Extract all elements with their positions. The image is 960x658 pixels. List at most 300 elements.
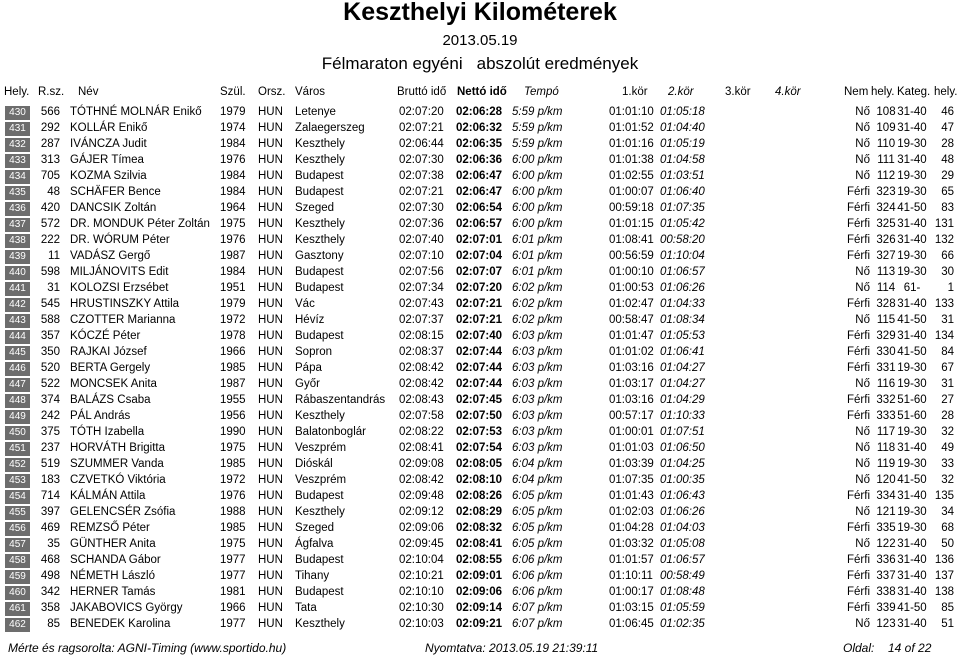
cell-category: 19-30	[897, 138, 927, 150]
cell-place: 438	[5, 234, 30, 248]
cell-city: Rábaszentandrás	[295, 394, 386, 406]
cell-gross-time: 02:07:43	[399, 298, 444, 310]
cell-lap2: 01:08:48	[660, 586, 705, 598]
cell-lap1: 01:08:41	[609, 234, 654, 246]
cell-category-place: 135	[934, 490, 954, 502]
cell-category: 31-40	[897, 154, 927, 166]
cell-country: HUN	[258, 394, 283, 406]
cell-country: HUN	[258, 426, 283, 438]
cell-name: KOLOZSI Erzsébet	[70, 282, 169, 294]
cell-gross-time: 02:06:44	[399, 138, 444, 150]
cell-birth-year: 1979	[220, 298, 246, 310]
cell-city: Keszthely	[295, 218, 345, 230]
cell-gender-place: 123	[876, 618, 896, 630]
cell-gender: Férfi	[847, 602, 870, 614]
cell-place: 448	[5, 394, 30, 408]
cell-lap2: 01:04:40	[660, 122, 705, 134]
cell-country: HUN	[258, 298, 283, 310]
cell-net-time: 02:08:26	[456, 490, 503, 502]
cell-lap2: 01:04:03	[660, 522, 705, 534]
cell-category: 19-30	[897, 170, 927, 182]
cell-gross-time: 02:09:08	[399, 458, 444, 470]
cell-category: 31-40	[897, 218, 927, 230]
cell-lap1: 01:00:53	[609, 282, 654, 294]
cell-gender-place: 113	[876, 266, 896, 278]
cell-gender-place: 117	[876, 426, 896, 438]
cell-city: Budapest	[295, 170, 344, 182]
col-hely: Hely.	[4, 86, 30, 98]
cell-birth-year: 1976	[220, 490, 246, 502]
cell-pace: 6:03 p/km	[512, 442, 563, 454]
cell-lap1: 00:59:18	[609, 202, 654, 214]
cell-city: Budapest	[295, 554, 344, 566]
cell-gender-place: 112	[876, 170, 896, 182]
cell-name: MONCSEK Anita	[70, 378, 157, 390]
cell-birth-year: 1975	[220, 218, 246, 230]
cell-city: Veszprém	[295, 474, 347, 486]
cell-gender: Férfi	[847, 330, 870, 342]
cell-lap2: 01:10:33	[660, 410, 705, 422]
cell-lap2: 00:58:49	[660, 570, 705, 582]
col-kor4: 4.kör	[775, 86, 801, 98]
cell-lap2: 01:07:35	[660, 202, 705, 214]
cell-country: HUN	[258, 378, 283, 390]
cell-name: TÓTHNÉ MOLNÁR Enikő	[70, 106, 202, 118]
cell-category-place: 84	[941, 346, 954, 358]
cell-category: 31-40	[897, 586, 927, 598]
cell-lap2: 01:06:26	[660, 282, 705, 294]
col-kateg: Kateg.	[897, 86, 931, 98]
cell-lap1: 01:00:07	[609, 186, 654, 198]
cell-city: Budapest	[295, 266, 344, 278]
cell-gender: Nő	[855, 618, 870, 630]
table-row	[0, 457, 960, 473]
cell-category: 41-50	[897, 202, 927, 214]
cell-net-time: 02:07:20	[456, 282, 503, 294]
cell-lap1: 01:03:16	[609, 362, 654, 374]
cell-net-time: 02:09:14	[456, 602, 503, 614]
cell-lap2: 01:04:58	[660, 154, 705, 166]
cell-lap2: 01:06:40	[660, 186, 705, 198]
col-szul: Szül.	[220, 86, 246, 98]
cell-birth-year: 1974	[220, 122, 246, 134]
table-row	[0, 297, 960, 313]
cell-gender: Férfi	[847, 362, 870, 374]
cell-category: 51-60	[897, 394, 927, 406]
cell-gender: Nő	[855, 154, 870, 166]
cell-birth-year: 1977	[220, 570, 246, 582]
cell-name: GÁJER Tímea	[70, 154, 144, 166]
cell-rsz: 11	[48, 250, 60, 262]
cell-birth-year: 1976	[220, 234, 246, 246]
cell-category-place: 28	[941, 410, 954, 422]
results-subtitle	[0, 54, 960, 74]
cell-name: DR. WÓRUM Péter	[70, 234, 170, 246]
cell-gross-time: 02:07:58	[399, 410, 444, 422]
cell-name: HORVÁTH Brigitta	[70, 442, 166, 454]
cell-pace: 6:00 p/km	[512, 170, 563, 182]
cell-birth-year: 1988	[220, 506, 246, 518]
cell-rsz: 237	[40, 442, 60, 454]
cell-lap1: 01:03:39	[609, 458, 654, 470]
cell-country: HUN	[258, 506, 283, 518]
cell-gender-place: 116	[876, 378, 896, 390]
cell-gross-time: 02:07:56	[399, 266, 444, 278]
footer-timing-credit: Mérte és ragsorolta: AGNI-Timing (www.sportido.hu)	[8, 641, 287, 655]
cell-country: HUN	[258, 266, 283, 278]
cell-name: BALÁZS Csaba	[70, 394, 151, 406]
cell-net-time: 02:06:28	[456, 106, 503, 118]
cell-category-place: 136	[934, 554, 954, 566]
cell-gender: Férfi	[847, 346, 870, 358]
cell-category-place: 28	[941, 138, 954, 150]
cell-place: 436	[5, 202, 30, 216]
cell-pace: 6:03 p/km	[512, 410, 563, 422]
cell-place: 447	[5, 378, 30, 392]
cell-category: 31-40	[897, 554, 927, 566]
cell-place: 433	[5, 154, 30, 168]
cell-rsz: 714	[40, 490, 60, 502]
cell-pace: 6:06 p/km	[512, 554, 563, 566]
cell-gender-place: 115	[876, 314, 896, 326]
cell-gender-place: 329	[876, 330, 896, 342]
cell-gender: Férfi	[847, 250, 870, 262]
cell-birth-year: 1981	[220, 586, 246, 598]
cell-category: 31-40	[897, 618, 927, 630]
cell-net-time: 02:08:32	[456, 522, 503, 534]
col-varos: Város	[295, 86, 326, 98]
cell-net-time: 02:08:29	[456, 506, 503, 518]
cell-gender: Férfi	[847, 570, 870, 582]
cell-rsz: 357	[40, 330, 60, 342]
cell-city: Budapest	[295, 330, 344, 342]
cell-net-time: 02:09:21	[456, 618, 503, 630]
cell-gender: Nő	[855, 426, 870, 438]
cell-gender-place: 326	[876, 234, 896, 246]
cell-category-place: 32	[941, 474, 954, 486]
cell-pace: 6:00 p/km	[512, 202, 563, 214]
cell-country: HUN	[258, 122, 283, 134]
cell-gross-time: 02:08:15	[399, 330, 444, 342]
footer-printed: Nyomtatva: 2013.05.19 21:39:11	[425, 641, 599, 655]
cell-gender-place: 109	[876, 122, 896, 134]
cell-country: HUN	[258, 570, 283, 582]
cell-name: DANCSIK Zoltán	[70, 202, 157, 214]
cell-lap2: 01:05:53	[660, 330, 705, 342]
cell-lap1: 01:00:01	[609, 426, 654, 438]
cell-place: 453	[5, 474, 30, 488]
cell-pace: 6:03 p/km	[512, 346, 563, 358]
cell-rsz: 519	[40, 458, 60, 470]
cell-gross-time: 02:09:48	[399, 490, 444, 502]
cell-city: Veszprém	[295, 442, 347, 454]
cell-name: GÜNTHER Anita	[70, 538, 156, 550]
col-orsz: Orsz.	[258, 86, 286, 98]
cell-place: 432	[5, 138, 30, 152]
cell-lap1: 01:03:17	[609, 378, 654, 390]
cell-gender-place: 110	[876, 138, 896, 150]
cell-pace: 6:05 p/km	[512, 538, 563, 550]
cell-place: 443	[5, 314, 30, 328]
cell-gross-time: 02:08:42	[399, 362, 444, 374]
cell-birth-year: 1985	[220, 458, 246, 470]
cell-lap1: 01:02:47	[609, 298, 654, 310]
table-row	[0, 217, 960, 233]
cell-net-time: 02:07:44	[456, 346, 503, 358]
cell-pace: 6:06 p/km	[512, 586, 563, 598]
cell-birth-year: 1978	[220, 330, 246, 342]
cell-rsz: 242	[40, 410, 60, 422]
cell-pace: 6:01 p/km	[512, 234, 563, 246]
cell-category: 19-30	[897, 250, 927, 262]
cell-country: HUN	[258, 538, 283, 550]
cell-gender-place: 325	[876, 218, 896, 230]
cell-country: HUN	[258, 346, 283, 358]
cell-pace: 6:01 p/km	[512, 266, 563, 278]
cell-name: KÁLMÁN Attila	[70, 490, 146, 502]
cell-pace: 6:06 p/km	[512, 570, 563, 582]
cell-category: 41-50	[897, 346, 927, 358]
cell-category: 19-30	[897, 266, 927, 278]
cell-pace: 6:03 p/km	[512, 378, 563, 390]
cell-gender: Férfi	[847, 202, 870, 214]
cell-place: 445	[5, 346, 30, 360]
cell-net-time: 02:08:41	[456, 538, 503, 550]
cell-rsz: 374	[40, 394, 60, 406]
table-row	[0, 265, 960, 281]
cell-gender-place: 336	[876, 554, 896, 566]
cell-gross-time: 02:07:21	[399, 186, 444, 198]
table-row	[0, 569, 960, 585]
cell-category: 31-40	[897, 122, 927, 134]
cell-net-time: 02:07:53	[456, 426, 503, 438]
cell-name: KÓCZÉ Péter	[70, 330, 141, 342]
cell-category-place: 67	[941, 362, 954, 374]
cell-birth-year: 1976	[220, 154, 246, 166]
cell-net-time: 02:07:04	[456, 250, 503, 262]
cell-pace: 6:04 p/km	[512, 458, 563, 470]
cell-city: Zalaegerszeg	[295, 122, 365, 134]
cell-category: 31-40	[897, 490, 927, 502]
cell-lap1: 00:57:17	[609, 410, 654, 422]
cell-gender-place: 331	[876, 362, 896, 374]
cell-rsz: 183	[40, 474, 60, 486]
cell-category: 19-30	[897, 506, 927, 518]
cell-pace: 6:02 p/km	[512, 298, 563, 310]
cell-gross-time: 02:07:40	[399, 234, 444, 246]
cell-country: HUN	[258, 170, 283, 182]
cell-category-place: 29	[941, 170, 954, 182]
cell-place: 431	[5, 122, 30, 136]
cell-lap2: 01:06:50	[660, 442, 705, 454]
cell-birth-year: 1987	[220, 378, 246, 390]
document-title: Keszthelyi Kilométerek	[343, 0, 617, 26]
cell-city: Keszthely	[295, 138, 345, 150]
cell-category: 41-50	[897, 474, 927, 486]
cell-net-time: 02:07:50	[456, 410, 503, 422]
cell-gender-place: 323	[876, 186, 896, 198]
cell-gender-place: 334	[876, 490, 896, 502]
cell-name: HERNER Tamás	[70, 586, 156, 598]
cell-rsz: 222	[40, 234, 60, 246]
cell-gross-time: 02:08:43	[399, 394, 444, 406]
cell-category-place: 66	[941, 250, 954, 262]
cell-gross-time: 02:07:36	[399, 218, 444, 230]
cell-gender: Férfi	[847, 522, 870, 534]
cell-name: MILJÁNOVITS Edit	[70, 266, 169, 278]
cell-net-time: 02:06:35	[456, 138, 503, 150]
cell-lap1: 01:03:16	[609, 394, 654, 406]
cell-country: HUN	[258, 474, 283, 486]
cell-birth-year: 1964	[220, 202, 246, 214]
cell-category: 61-	[903, 282, 921, 294]
cell-country: HUN	[258, 602, 283, 614]
cell-lap1: 01:01:43	[609, 490, 654, 502]
cell-rsz: 35	[47, 538, 60, 550]
cell-name: REMZSŐ Péter	[70, 522, 150, 534]
cell-gender: Férfi	[847, 554, 870, 566]
cell-country: HUN	[258, 362, 283, 374]
cell-gender-place: 337	[876, 570, 896, 582]
cell-category-place: 48	[941, 154, 954, 166]
cell-lap2: 01:04:33	[660, 298, 705, 310]
cell-city: Dióskál	[295, 458, 333, 470]
cell-country: HUN	[258, 554, 283, 566]
cell-gender: Férfi	[847, 490, 870, 502]
cell-net-time: 02:07:44	[456, 362, 503, 374]
cell-country: HUN	[258, 490, 283, 502]
cell-net-time: 02:09:01	[456, 570, 503, 582]
cell-rsz: 358	[40, 602, 60, 614]
table-row	[0, 489, 960, 505]
cell-country: HUN	[258, 138, 283, 150]
cell-birth-year: 1977	[220, 554, 246, 566]
cell-name: GELENCSÉR Zsófia	[70, 506, 176, 518]
cell-place: 461	[5, 602, 30, 616]
cell-rsz: 572	[40, 218, 60, 230]
cell-gross-time: 02:07:30	[399, 154, 444, 166]
cell-place: 440	[5, 266, 30, 280]
col-kor3: 3.kör	[725, 86, 751, 98]
cell-net-time: 02:06:36	[456, 154, 503, 166]
cell-lap2: 01:06:57	[660, 554, 705, 566]
table-row	[0, 617, 960, 633]
cell-gross-time: 02:07:34	[399, 282, 444, 294]
cell-birth-year: 1984	[220, 186, 246, 198]
cell-gender-place: 332	[876, 394, 896, 406]
cell-place: 449	[5, 410, 30, 424]
cell-category-place: 134	[934, 330, 954, 342]
cell-gender: Nő	[855, 538, 870, 550]
cell-pace: 6:03 p/km	[512, 394, 563, 406]
cell-birth-year: 1956	[220, 410, 246, 422]
cell-category-place: 132	[934, 234, 954, 246]
cell-category-place: 49	[941, 442, 954, 454]
cell-city: Szeged	[295, 202, 335, 214]
cell-gender: Nő	[855, 506, 870, 518]
table-row	[0, 601, 960, 617]
cell-place: 457	[5, 538, 30, 552]
cell-gender-place: 324	[876, 202, 896, 214]
cell-lap2: 01:05:08	[660, 538, 705, 550]
table-row	[0, 281, 960, 297]
cell-rsz: 48	[47, 186, 60, 198]
cell-gender-place: 108	[876, 106, 896, 118]
cell-lap1: 01:01:47	[609, 330, 654, 342]
cell-lap2: 01:04:25	[660, 458, 705, 470]
cell-category-place: 85	[941, 602, 954, 614]
cell-gender-place: 328	[876, 298, 896, 310]
cell-country: HUN	[258, 106, 283, 118]
footer-page-value: 14 of 22	[888, 641, 932, 655]
cell-gender-place: 121	[876, 506, 896, 518]
table-row	[0, 201, 960, 217]
cell-lap1: 01:01:03	[609, 442, 654, 454]
cell-gross-time: 02:07:10	[399, 250, 444, 262]
cell-gender: Nő	[855, 106, 870, 118]
cell-pace: 5:59 p/km	[512, 106, 563, 118]
cell-rsz: 468	[40, 554, 60, 566]
cell-category-place: 31	[941, 314, 954, 326]
cell-country: HUN	[258, 202, 283, 214]
cell-net-time: 02:08:05	[456, 458, 503, 470]
cell-category: 19-30	[897, 362, 927, 374]
cell-country: HUN	[258, 154, 283, 166]
cell-name: CZOTTER Marianna	[70, 314, 176, 326]
cell-gender-place: 339	[876, 602, 896, 614]
cell-name: RAJKAI József	[70, 346, 147, 358]
cell-birth-year: 1966	[220, 346, 246, 358]
cell-category-place: 133	[934, 298, 954, 310]
cell-pace: 6:05 p/km	[512, 506, 563, 518]
cell-gender: Nő	[855, 314, 870, 326]
cell-lap1: 00:58:47	[609, 314, 654, 326]
cell-pace: 6:02 p/km	[512, 314, 563, 326]
cell-net-time: 02:07:21	[456, 298, 503, 310]
cell-name: DR. MONDUK Péter Zoltán	[70, 218, 210, 230]
cell-place: 442	[5, 298, 30, 312]
cell-gross-time: 02:10:21	[399, 570, 444, 582]
cell-gross-time: 02:07:38	[399, 170, 444, 182]
cell-birth-year: 1977	[220, 618, 246, 630]
cell-net-time: 02:07:21	[456, 314, 503, 326]
cell-lap2: 01:06:41	[660, 346, 705, 358]
cell-place: 454	[5, 490, 30, 504]
cell-lap1: 01:01:02	[609, 346, 654, 358]
cell-lap2: 01:07:51	[660, 426, 705, 438]
cell-gender-place: 119	[876, 458, 896, 470]
cell-birth-year: 1984	[220, 170, 246, 182]
cell-place: 435	[5, 186, 30, 200]
col-brutto: Bruttó idő	[397, 86, 447, 98]
cell-birth-year: 1975	[220, 442, 246, 454]
cell-lap2: 01:02:35	[660, 618, 705, 630]
cell-birth-year: 1985	[220, 522, 246, 534]
cell-rsz: 520	[40, 362, 60, 374]
cell-gender: Nő	[855, 458, 870, 470]
cell-place: 450	[5, 426, 30, 440]
event-date: 2013.05.19	[442, 32, 518, 49]
cell-category-place: 131	[934, 218, 954, 230]
col-nem-hely: hely.	[871, 86, 895, 98]
cell-category-place: 137	[934, 570, 954, 582]
cell-gender-place: 333	[876, 410, 896, 422]
cell-city: Keszthely	[295, 154, 345, 166]
cell-country: HUN	[258, 250, 283, 262]
cell-rsz: 566	[40, 106, 60, 118]
cell-gross-time: 02:09:45	[399, 538, 444, 550]
cell-net-time: 02:06:54	[456, 202, 503, 214]
